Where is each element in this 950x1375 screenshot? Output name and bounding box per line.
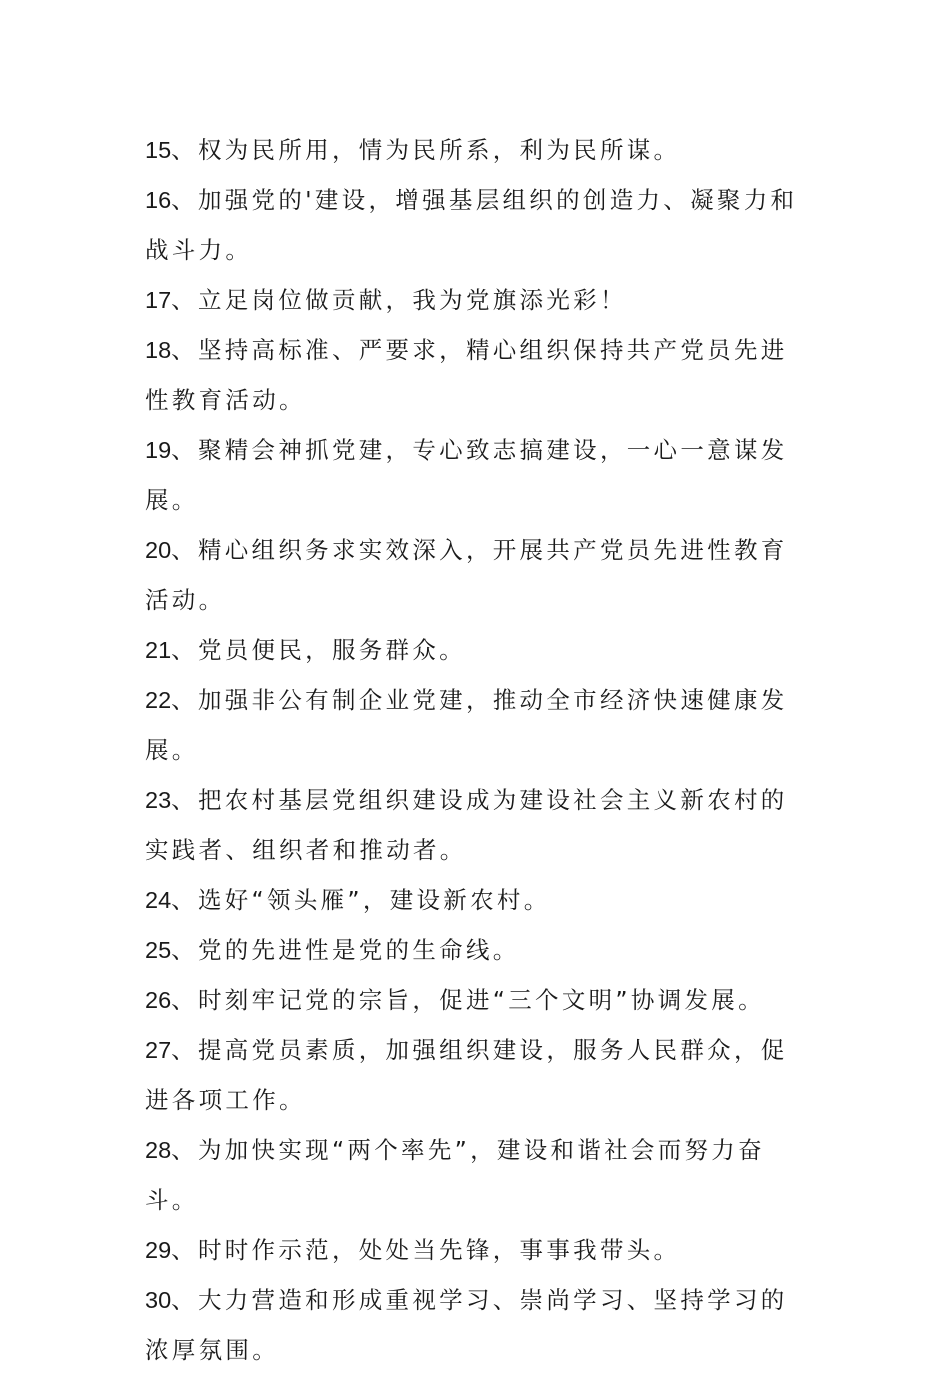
item-number: 19 [145, 437, 172, 463]
item-number: 17 [145, 287, 172, 313]
item-text: 、加强党的'建设，增强基层组织的创造力、凝聚力和战斗力。 [145, 186, 798, 264]
list-item [145, 1125, 805, 1225]
item-text: 、坚持高标准、严要求，精心组织保持共产党员先进性教育活动。 [145, 336, 788, 414]
item-number: 23 [145, 787, 172, 813]
list-item [145, 675, 805, 775]
item-text: 、党员便民，服务群众。 [171, 636, 466, 664]
item-number: 16 [145, 187, 172, 213]
item-number: 18 [145, 337, 172, 363]
list-item [145, 775, 805, 875]
item-text: 、选好“领头雁”，建设新农村。 [171, 886, 551, 914]
item-text: 、党的先进性是党的生命线。 [171, 936, 520, 964]
list-item [145, 175, 805, 275]
item-number: 25 [145, 937, 172, 963]
item-text: 、把农村基层党组织建设成为建设社会主义新农村的实践者、组织者和推动者。 [145, 786, 788, 864]
list-item [145, 625, 805, 675]
list-item [145, 875, 805, 925]
item-text: 、精心组织务求实效深入，开展共产党员先进性教育活动。 [145, 536, 788, 614]
slogan-list [145, 125, 805, 1375]
item-text: 、聚精会神抓党建，专心致志搞建设，一心一意谋发展。 [145, 436, 788, 514]
item-number: 28 [145, 1137, 172, 1163]
item-number: 22 [145, 687, 172, 713]
list-item [145, 525, 805, 625]
item-text: 、权为民所用，情为民所系，利为民所谋。 [171, 136, 681, 164]
item-number: 26 [145, 987, 172, 1013]
item-number: 15 [145, 137, 172, 163]
item-number: 21 [145, 637, 172, 663]
list-item [145, 425, 805, 525]
list-item [145, 975, 805, 1025]
item-text: 、大力营造和形成重视学习、崇尚学习、坚持学习的浓厚氛围。 [145, 1286, 788, 1364]
list-item [145, 1225, 805, 1275]
item-number: 30 [145, 1287, 172, 1313]
item-text: 、提高党员素质，加强组织建设，服务人民群众，促进各项工作。 [145, 1036, 788, 1114]
list-item [145, 1275, 805, 1375]
list-item [145, 325, 805, 425]
item-text: 、为加快实现“两个率先”，建设和谐社会而努力奋斗。 [145, 1136, 765, 1214]
list-item [145, 125, 805, 175]
list-item [145, 1025, 805, 1125]
list-item [145, 275, 805, 325]
item-text: 、时时作示范，处处当先锋，事事我带头。 [171, 1236, 681, 1264]
item-text: 、立足岗位做贡献，我为党旗添光彩！ [171, 286, 627, 314]
item-number: 29 [145, 1237, 172, 1263]
list-item [145, 925, 805, 975]
item-text: 、加强非公有制企业党建，推动全市经济快速健康发展。 [145, 686, 788, 764]
item-number: 24 [145, 887, 172, 913]
item-text: 、时刻牢记党的宗旨，促进“三个文明”协调发展。 [171, 986, 765, 1014]
item-number: 27 [145, 1037, 172, 1063]
item-number: 20 [145, 537, 172, 563]
